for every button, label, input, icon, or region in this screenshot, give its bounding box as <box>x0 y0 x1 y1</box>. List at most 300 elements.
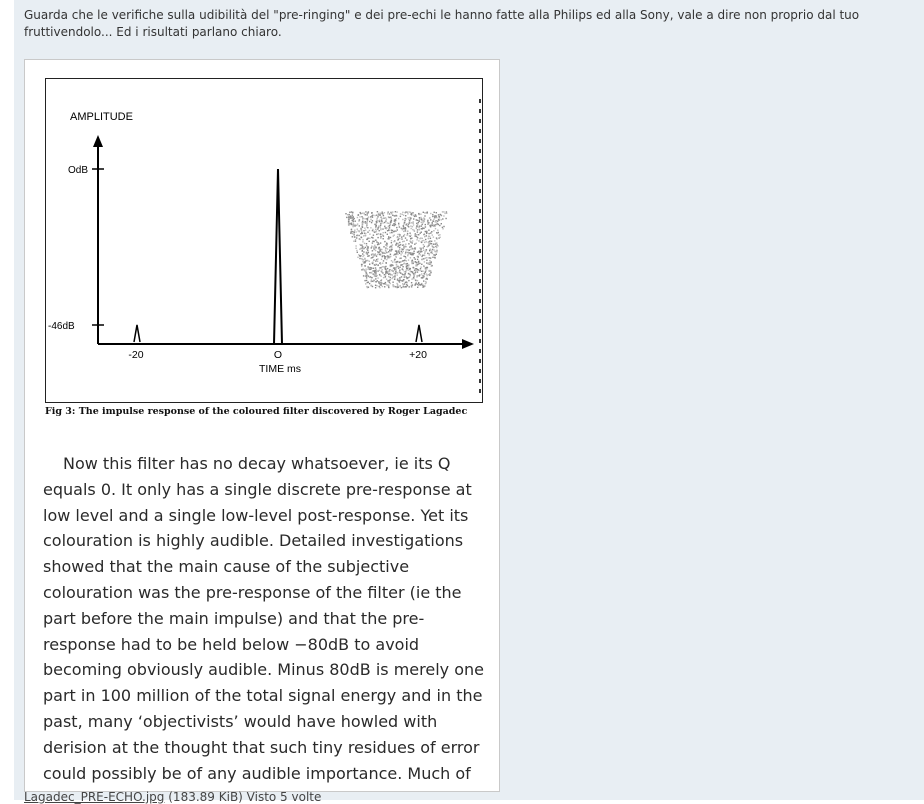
noise-speck <box>441 223 442 224</box>
noise-speck <box>419 238 420 239</box>
noise-speck <box>386 252 387 253</box>
noise-speck <box>418 251 419 252</box>
noise-speck <box>443 226 444 227</box>
noise-speck <box>391 220 392 221</box>
noise-speck <box>405 286 406 287</box>
noise-speck <box>393 223 394 224</box>
noise-speck <box>396 283 397 284</box>
noise-speck <box>378 252 379 253</box>
noise-speck <box>386 259 387 260</box>
noise-speck <box>407 254 408 255</box>
noise-speck <box>385 244 386 245</box>
noise-speck <box>406 276 407 277</box>
noise-speck <box>369 234 370 235</box>
noise-speck <box>429 264 430 265</box>
noise-speck <box>431 266 432 267</box>
noise-speck <box>392 225 393 226</box>
noise-speck <box>381 271 382 272</box>
noise-speck <box>397 266 398 267</box>
noise-speck <box>410 275 411 276</box>
noise-speck <box>411 260 412 261</box>
noise-speck <box>370 281 371 282</box>
noise-speck <box>427 212 428 213</box>
noise-speck <box>413 230 414 231</box>
noise-speck <box>384 226 385 227</box>
noise-speck <box>422 240 423 241</box>
noise-speck <box>365 211 366 212</box>
noise-speck <box>399 270 400 271</box>
noise-speck <box>383 218 384 219</box>
x-tick-label-mid: O <box>273 349 283 361</box>
noise-speck <box>423 244 424 245</box>
noise-speck <box>417 275 418 276</box>
noise-speck <box>433 219 434 220</box>
noise-speck <box>379 274 380 275</box>
noise-speck <box>396 231 397 232</box>
noise-speck <box>351 223 352 224</box>
noise-speck <box>420 214 421 215</box>
noise-speck <box>429 260 430 261</box>
noise-speck <box>443 211 444 212</box>
noise-speck <box>405 218 406 219</box>
noise-speck <box>352 212 353 213</box>
noise-speck <box>423 280 424 281</box>
noise-speck <box>407 285 408 286</box>
noise-speck <box>402 283 403 284</box>
noise-speck <box>362 261 363 262</box>
noise-speck <box>419 219 420 220</box>
noise-speck <box>414 273 415 274</box>
noise-speck <box>376 215 377 216</box>
noise-speck <box>411 213 412 214</box>
noise-speck <box>406 224 407 225</box>
noise-speck <box>387 222 388 223</box>
noise-speck <box>421 242 422 243</box>
noise-speck <box>377 270 378 271</box>
noise-speck <box>422 224 423 225</box>
noise-speck <box>409 222 410 223</box>
noise-speck <box>401 236 402 237</box>
noise-speck <box>378 213 379 214</box>
noise-speck <box>424 273 425 274</box>
noise-speck <box>378 264 379 265</box>
noise-speck <box>361 216 362 217</box>
noise-speck <box>356 237 357 238</box>
pre-response-pulse <box>134 325 140 342</box>
noise-speck <box>379 254 380 255</box>
noise-speck <box>422 238 423 239</box>
noise-speck <box>372 215 373 216</box>
noise-speck <box>416 228 417 229</box>
noise-speck <box>366 280 367 281</box>
noise-speck <box>405 256 406 257</box>
noise-speck <box>364 258 365 259</box>
noise-speck <box>404 241 405 242</box>
noise-speck <box>358 235 359 236</box>
noise-speck <box>423 240 424 241</box>
noise-speck <box>381 259 382 260</box>
noise-speck <box>352 236 353 237</box>
noise-speck <box>411 247 412 248</box>
noise-speck <box>377 258 378 259</box>
noise-speck <box>402 287 403 288</box>
noise-speck <box>367 232 368 233</box>
noise-speck <box>433 254 434 255</box>
noise-speck <box>389 269 390 270</box>
noise-speck <box>366 277 367 278</box>
noise-speck <box>398 239 399 240</box>
noise-speck <box>375 285 376 286</box>
noise-speck <box>353 224 354 225</box>
noise-speck <box>410 212 411 213</box>
noise-speck <box>433 247 434 248</box>
noise-speck <box>372 253 373 254</box>
noise-speck <box>405 252 406 253</box>
noise-speck <box>429 244 430 245</box>
noise-speck <box>396 264 397 265</box>
noise-speck <box>428 245 429 246</box>
noise-speck <box>352 220 353 221</box>
noise-speck <box>373 255 374 256</box>
noise-speck <box>362 219 363 220</box>
noise-speck <box>353 223 354 224</box>
noise-speck <box>355 221 356 222</box>
noise-speck <box>350 218 351 219</box>
noise-speck <box>367 218 368 219</box>
noise-speck <box>395 256 396 257</box>
noise-speck <box>363 255 364 256</box>
noise-speck <box>413 267 414 268</box>
noise-speck <box>360 239 361 240</box>
noise-speck <box>422 220 423 221</box>
noise-speck <box>367 256 368 257</box>
noise-speck <box>406 212 407 213</box>
noise-speck <box>374 215 375 216</box>
noise-speck <box>361 269 362 270</box>
noise-speck <box>428 253 429 254</box>
noise-speck <box>381 249 382 250</box>
noise-speck <box>410 235 411 236</box>
noise-speck <box>371 277 372 278</box>
noise-speck <box>355 241 356 242</box>
noise-speck <box>378 214 379 215</box>
noise-speck <box>372 286 373 287</box>
noise-speck <box>398 287 399 288</box>
noise-speck <box>408 217 409 218</box>
noise-speck <box>431 241 432 242</box>
noise-speck <box>430 257 431 258</box>
noise-speck <box>397 243 398 244</box>
noise-speck <box>354 236 355 237</box>
noise-speck <box>422 275 423 276</box>
noise-speck <box>394 254 395 255</box>
noise-speck <box>369 221 370 222</box>
noise-speck <box>376 234 377 235</box>
noise-speck <box>431 224 432 225</box>
noise-speck <box>385 276 386 277</box>
noise-speck <box>425 231 426 232</box>
noise-speck <box>382 263 383 264</box>
noise-speck <box>373 281 374 282</box>
noise-speck <box>354 225 355 226</box>
noise-speck <box>405 253 406 254</box>
noise-speck <box>361 264 362 265</box>
noise-speck <box>372 250 373 251</box>
noise-speck <box>376 285 377 286</box>
noise-speck <box>435 216 436 217</box>
noise-speck <box>407 233 408 234</box>
noise-speck <box>369 264 370 265</box>
noise-speck <box>427 246 428 247</box>
noise-speck <box>390 256 391 257</box>
noise-speck <box>425 283 426 284</box>
noise-speck <box>408 280 409 281</box>
noise-speck <box>407 231 408 232</box>
noise-speck <box>387 243 388 244</box>
x-tick-label-right: +20 <box>409 349 427 361</box>
noise-speck <box>387 234 388 235</box>
noise-speck <box>391 249 392 250</box>
noise-speck <box>431 231 432 232</box>
noise-speck <box>438 232 439 233</box>
noise-speck <box>405 215 406 216</box>
noise-speck <box>398 223 399 224</box>
noise-speck <box>412 242 413 243</box>
noise-speck <box>411 286 412 287</box>
noise-speck <box>376 223 377 224</box>
noise-speck <box>382 269 383 270</box>
noise-speck <box>425 272 426 273</box>
noise-speck <box>410 270 411 271</box>
noise-speck <box>392 211 393 212</box>
noise-speck <box>389 282 390 283</box>
noise-speck <box>392 274 393 275</box>
noise-speck <box>380 229 381 230</box>
noise-speck <box>412 240 413 241</box>
noise-speck <box>366 243 367 244</box>
noise-speck <box>375 264 376 265</box>
noise-speck <box>391 218 392 219</box>
noise-speck <box>390 265 391 266</box>
noise-speck <box>371 222 372 223</box>
noise-speck <box>360 248 361 249</box>
noise-speck <box>384 222 385 223</box>
noise-speck <box>391 274 392 275</box>
noise-speck <box>385 273 386 274</box>
noise-speck <box>400 216 401 217</box>
noise-speck <box>365 265 366 266</box>
noise-speck <box>400 254 401 255</box>
noise-speck <box>399 281 400 282</box>
noise-speck <box>380 215 381 216</box>
noise-speck <box>375 278 376 279</box>
noise-speck <box>431 250 432 251</box>
noise-speck <box>375 226 376 227</box>
noise-speck <box>378 227 379 228</box>
noise-speck <box>442 228 443 229</box>
noise-speck <box>405 227 406 228</box>
noise-speck <box>390 237 391 238</box>
noise-speck <box>372 217 373 218</box>
noise-speck <box>392 270 393 271</box>
noise-speck <box>378 244 379 245</box>
noise-speck <box>362 246 363 247</box>
noise-speck <box>366 249 367 250</box>
noise-speck <box>402 245 403 246</box>
noise-speck <box>434 257 435 258</box>
post-response-pulse <box>416 325 422 342</box>
noise-speck <box>372 242 373 243</box>
noise-speck <box>415 270 416 271</box>
noise-speck <box>391 240 392 241</box>
noise-speck <box>373 273 374 274</box>
noise-speck <box>380 236 381 237</box>
noise-speck <box>374 248 375 249</box>
noise-speck <box>428 263 429 264</box>
noise-speck <box>399 271 400 272</box>
noise-speck <box>366 275 367 276</box>
noise-speck <box>418 222 419 223</box>
noise-speck <box>423 258 424 259</box>
noise-speck <box>434 212 435 213</box>
noise-speck <box>428 222 429 223</box>
noise-speck <box>424 255 425 256</box>
noise-speck <box>385 249 386 250</box>
noise-speck <box>438 235 439 236</box>
noise-speck <box>445 218 446 219</box>
attachment-footer <box>24 790 321 804</box>
noise-speck <box>422 228 423 229</box>
noise-speck <box>417 280 418 281</box>
x-axis-arrow <box>462 339 474 349</box>
noise-speck <box>379 286 380 287</box>
noise-speck <box>361 258 362 259</box>
noise-speck <box>388 230 389 231</box>
noise-speck <box>437 250 438 251</box>
noise-speck <box>420 267 421 268</box>
noise-speck <box>433 244 434 245</box>
noise-speck <box>399 249 400 250</box>
noise-speck <box>416 276 417 277</box>
noise-speck <box>428 242 429 243</box>
noise-speck <box>370 227 371 228</box>
noise-speck <box>416 234 417 235</box>
noise-speck <box>384 286 385 287</box>
noise-speck <box>441 219 442 220</box>
noise-speck <box>369 283 370 284</box>
noise-speck <box>418 227 419 228</box>
noise-speck <box>409 277 410 278</box>
article-paragraph: Now this filter has no decay whatsoever, ie its Q equals 0. It only has a single discrete pre-response at low level and a single low-level post-response. Yet its colouration is highly audible. Detailed investigations showed that the main cause of the subjective colouration was the pre-response of the filter (ie the part before the main impulse) and that the pre-response had to be held below −80dB to avoid becoming obviously audible. Minus 80dB is merely one part in 100 million of the total signal energy and in the past, many ‘objectivists’ would have howled with derision at the thought that such tiny residues of error could possibly be of any audible importance. Much of <box>43 454 484 783</box>
noise-speck <box>417 259 418 260</box>
noise-speck <box>424 266 425 267</box>
noise-speck <box>418 256 419 257</box>
noise-speck <box>411 228 412 229</box>
noise-speck <box>430 238 431 239</box>
x-tick-label-left: -20 <box>128 349 144 361</box>
noise-speck <box>362 226 363 227</box>
noise-speck <box>379 270 380 271</box>
noise-speck <box>399 278 400 279</box>
noise-speck <box>401 287 402 288</box>
noise-speck <box>408 259 409 260</box>
noise-speck <box>421 225 422 226</box>
noise-speck <box>387 284 388 285</box>
noise-speck <box>426 278 427 279</box>
noise-speck <box>394 279 395 280</box>
noise-speck <box>377 254 378 255</box>
noise-speck <box>375 250 376 251</box>
noise-speck <box>413 274 414 275</box>
noise-speck <box>402 229 403 230</box>
noise-speck <box>392 282 393 283</box>
noise-speck <box>404 222 405 223</box>
noise-speck <box>429 217 430 218</box>
noise-speck <box>406 270 407 271</box>
noise-speck <box>374 275 375 276</box>
noise-speck <box>430 270 431 271</box>
noise-speck <box>365 229 366 230</box>
noise-speck <box>425 224 426 225</box>
noise-speck <box>422 285 423 286</box>
noise-speck <box>402 274 403 275</box>
noise-speck <box>394 220 395 221</box>
noise-speck <box>415 284 416 285</box>
noise-speck <box>388 251 389 252</box>
noise-speck <box>371 279 372 280</box>
noise-speck <box>346 217 347 218</box>
noise-speck <box>404 247 405 248</box>
noise-speck <box>428 230 429 231</box>
attached-image[interactable] <box>24 59 500 792</box>
noise-speck <box>435 221 436 222</box>
noise-speck <box>355 239 356 240</box>
noise-speck <box>430 272 431 273</box>
noise-speck <box>412 226 413 227</box>
noise-speck <box>400 244 401 245</box>
noise-speck <box>405 257 406 258</box>
noise-speck <box>438 214 439 215</box>
noise-speck <box>384 212 385 213</box>
noise-speck <box>430 232 431 233</box>
noise-speck <box>393 276 394 277</box>
noise-speck <box>400 258 401 259</box>
noise-speck <box>394 215 395 216</box>
noise-speck <box>365 271 366 272</box>
noise-speck <box>416 239 417 240</box>
noise-speck <box>396 227 397 228</box>
noise-speck <box>377 277 378 278</box>
noise-speck <box>377 244 378 245</box>
noise-speck <box>361 237 362 238</box>
noise-speck <box>383 246 384 247</box>
noise-speck <box>377 237 378 238</box>
noise-speck <box>371 257 372 258</box>
noise-speck <box>375 270 376 271</box>
noise-speck <box>409 286 410 287</box>
noise-speck <box>381 213 382 214</box>
attachment-link[interactable]: Lagadec_PRE-ECHO.jpg <box>24 790 165 804</box>
noise-speck <box>395 220 396 221</box>
noise-speck <box>395 211 396 212</box>
noise-speck <box>391 260 392 261</box>
noise-speck <box>413 218 414 219</box>
noise-speck <box>416 225 417 226</box>
noise-speck <box>432 257 433 258</box>
noise-speck <box>421 222 422 223</box>
noise-speck <box>366 214 367 215</box>
noise-speck <box>422 271 423 272</box>
